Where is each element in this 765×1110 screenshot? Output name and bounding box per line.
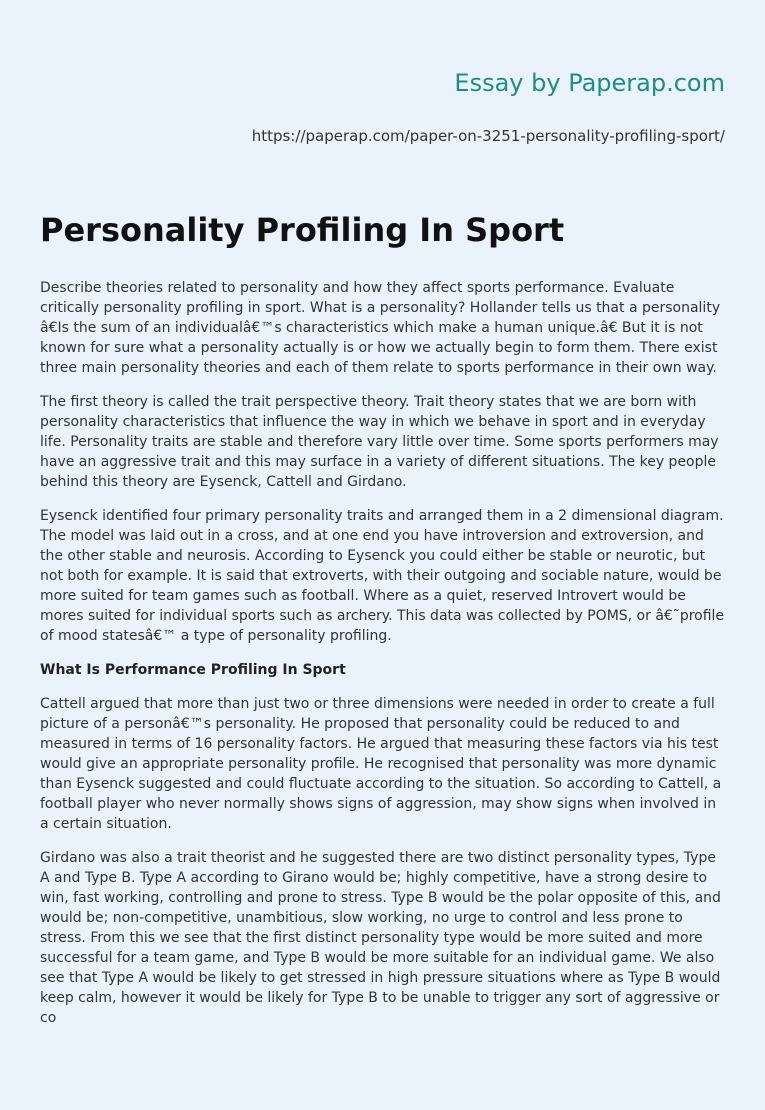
source-url: https://paperap.com/paper-on-3251-personality-profiling-sport/ bbox=[251, 127, 725, 145]
page-title: Personality Profiling In Sport bbox=[40, 211, 565, 249]
article bbox=[40, 208, 726, 1042]
section-heading: What Is Performance Profiling In Sport bbox=[40, 662, 346, 678]
paragraph: Cattell argued that more than just two or three dimensions were needed in order to create a full picture of a personâ€™s personality. He proposed that personality could be reduced to and measured in terms of 16 personality factors. He argued that measuring these factors via his test would give an appropriate personality profile. He recognised that personality was more dynamic than Eysenck suggested and could fluctuate according to the situation. So according to Cattell, a football player who never normally shows signs of aggression, may show signs when involved in a certain situation. bbox=[40, 696, 722, 832]
paragraph: Eysenck identified four primary personality traits and arranged them in a 2 dimensional diagram. The model was laid out in a cross, and at one end you have introversion and extroversion, and the other stable and neurosis. According to Eysenck you could either be stable or neurotic, but not both for example. It is said that extroverts, with their outgoing and sociable nature, would be more suited for team games such as football. Where as a quiet, reserved Introvert would be mores suited for individual sports such as archery. This data was collected by POMS, or â€˜profile of mood statesâ€™ a type of personality profiling. bbox=[40, 508, 725, 644]
site-header bbox=[252, 68, 725, 146]
paragraph: The first theory is called the trait perspective theory. Trait theory states that we are born with personality characteristics that influence the way in which we behave in sport and in everyday life. Personality traits are stable and therefore vary little over time. Some sports performers may have an aggressive trait and this may surface in a variety of different situations. The key people behind this theory are Eysenck, Cattell and Girdano. bbox=[40, 394, 719, 490]
article-body bbox=[40, 278, 726, 1028]
paragraph: Describe theories related to personality and how they affect sports performance. Evaluate critically personality profiling in sport. What is a personality? Hollander tells us that a personality â€Is the sum of an individualâ€™s characteristics which make a human unique.â€ But it is not known for sure what a personality actually is or how we actually begin to form them. There exist three main personality theories and each of them relate to sports performance in their own way. bbox=[40, 280, 721, 376]
brand-link[interactable]: Essay by Paperap.com bbox=[454, 69, 725, 97]
paragraph: Girdano was also a trait theorist and he suggested there are two distinct personality types, Type A and Type B. Type A according to Girano would be; highly competitive, have a strong desire to win, fast working, controlling and prone to stress. Type B would be the polar opposite of this, and would be; non-competitive, unambitious, slow working, no urge to control and less prone to stress. From this we see that the first distinct personality type would be more suited and more successful for a team game, and Type B would be more suitable for an individual game. We also see that Type A would be likely to get stressed in high pressure situations where as Type B would keep calm, however it would be likely for Type B to be unable to trigger any sort of aggressive or co bbox=[40, 850, 721, 1026]
